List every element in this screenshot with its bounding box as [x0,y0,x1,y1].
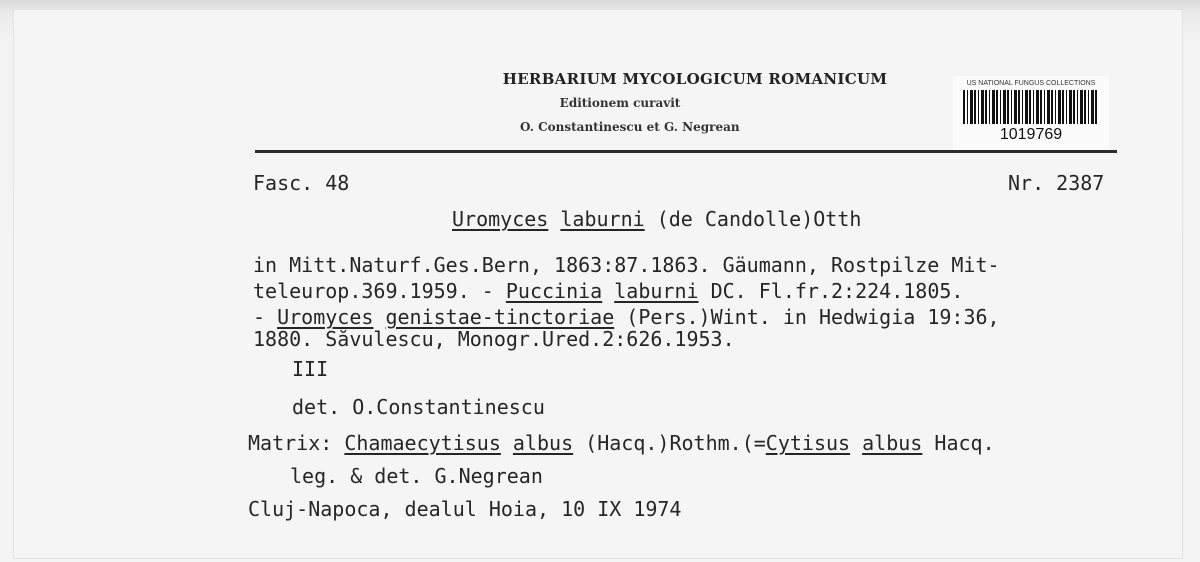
herbarium-subtitle: Editionem curavit [559,96,681,110]
citation-epithet-genistae: genistae-tinctoriae [385,305,615,329]
host-author: (Hacq.)Rothm.(= [573,431,766,455]
determiner: det. O.Constantinescu [292,395,545,419]
citation-line-3 [253,306,1000,328]
barcode-number: 1019769 [999,126,1063,143]
barcode-icon [963,90,1099,124]
host-genus: Chamaecytisus [344,431,501,455]
citation-line-3-pre: - [253,305,278,329]
header-divider [255,150,1117,153]
citation-line-3-post: (Pers.)Wint. in Hedwigia 19:36, [614,305,1000,329]
fascicle-number: Fasc. 48 [253,171,350,195]
barcode-sticker [953,76,1109,150]
herbarium-editors: O. Constantinescu et G. Negrean [520,120,740,134]
citation-line-2-post: DC. Fl.fr.2:224.1805. [698,279,964,303]
taxon-epithet: laburni [560,207,645,231]
matrix-line [248,432,995,454]
citation-line-1: in Mitt.Naturf.Ges.Bern, 1863:87.1863. Gäumann, Rostpilze Mit- [253,253,1000,277]
synonym-epithet: albus [862,431,923,455]
matrix-label: Matrix: [248,431,345,455]
synonym-genus: Cytisus [765,431,851,455]
exsiccata-number: Nr. 2387 [1008,171,1105,195]
barcode-caption: US NATIONAL FUNGUS COLLECTIONS [966,80,1096,87]
citation-genus-puccinia: Puccinia [505,279,603,303]
synonym-author: Hacq. [922,431,995,455]
spore-stage: III [292,357,329,381]
taxon-genus: Uromyces [452,207,549,231]
citation-epithet-laburni: laburni [614,279,699,303]
taxon-name [452,208,861,230]
collector: leg. & det. G.Negrean [290,464,543,488]
herbarium-title: HERBARIUM MYCOLOGICUM ROMANICUM [502,70,888,88]
citation-line-2 [253,280,963,302]
locality-date: Cluj-Napoca, dealul Hoia, 10 IX 1974 [248,497,682,521]
taxon-author: (de Candolle)Otth [644,207,862,231]
citation-line-4: 1880. Săvulescu, Monogr.Ured.2:626.1953. [253,327,735,351]
citation-genus-uromyces: Uromyces [277,305,374,329]
host-epithet: albus [512,431,574,455]
citation-line-2-pre: teleurop.369.1959. - [253,279,506,303]
